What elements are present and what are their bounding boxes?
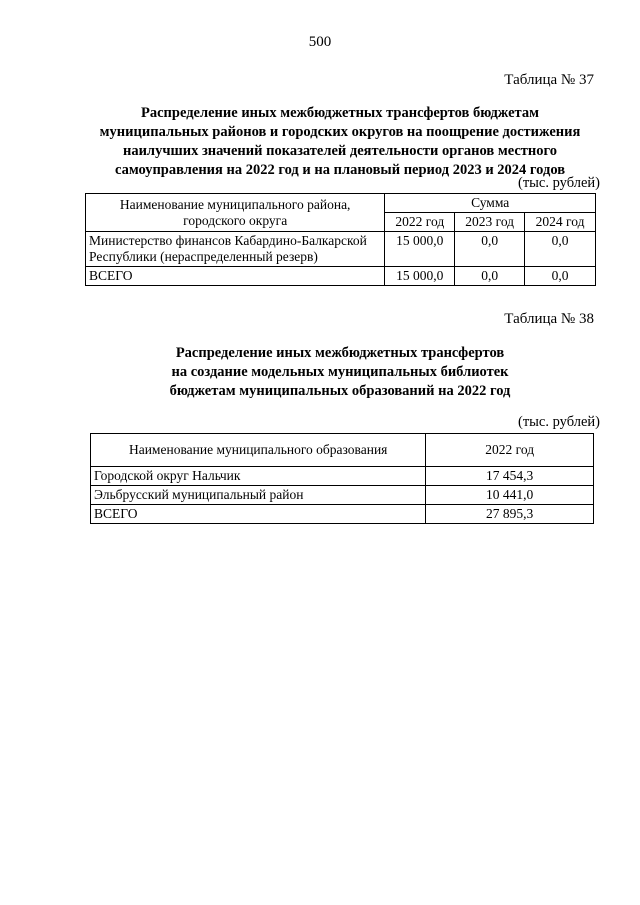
- table-37-label: Таблица № 37: [504, 72, 594, 88]
- table-37-sum-header: Сумма: [385, 194, 596, 213]
- table-38-value: 10 441,0: [426, 486, 594, 505]
- table-37-year-header: 2022 год: [385, 213, 455, 232]
- table-37-heading: [70, 104, 610, 180]
- table-37-unit: (тыс. рублей): [518, 175, 600, 191]
- table-38-row-name: Эльбрусский муниципальный район: [91, 486, 426, 505]
- table-row: [86, 267, 596, 286]
- table-37-value: 0,0: [455, 232, 525, 267]
- table-37-name-header: Наименование муниципального района, городского округа: [86, 194, 385, 232]
- table-row: [91, 505, 594, 524]
- table-37-value: 0,0: [455, 267, 525, 286]
- table-37-heading-line: самоуправления на 2022 год и на плановый период 2023 и 2024 годов: [114, 162, 566, 178]
- table-37-value: 0,0: [525, 267, 596, 286]
- table-37-value: 0,0: [525, 232, 596, 267]
- table-38: [90, 433, 594, 524]
- table-37-heading-line: муниципальных районов и городских округов на поощрение достижения: [99, 124, 581, 140]
- table-38-heading-line: на создание модельных муниципальных библиотек: [171, 364, 509, 380]
- table-37-value: 15 000,0: [385, 267, 455, 286]
- table-38-year-header: 2022 год: [426, 434, 594, 467]
- table-37-row-name: Министерство финансов Кабардино-Балкарской Республики (нераспределенный резерв): [86, 232, 385, 267]
- table-38-row-name: Городской округ Нальчик: [91, 467, 426, 486]
- table-38-heading: [70, 344, 610, 401]
- table-row: [86, 232, 596, 267]
- table-37: [85, 193, 596, 286]
- table-38-value: 17 454,3: [426, 467, 594, 486]
- table-37-value: 15 000,0: [385, 232, 455, 267]
- table-38-name-header: Наименование муниципального образования: [91, 434, 426, 467]
- table-38-unit: (тыс. рублей): [518, 414, 600, 430]
- table-38-label: Таблица № 38: [504, 311, 594, 327]
- table-row: [91, 467, 594, 486]
- table-37-heading-line: наилучших значений показателей деятельности органов местного: [122, 143, 558, 159]
- table-37-row-name: ВСЕГО: [86, 267, 385, 286]
- table-37-year-header: 2023 год: [455, 213, 525, 232]
- table-38-heading-line: Распределение иных межбюджетных трансфертов: [175, 345, 505, 361]
- table-38-heading-line: бюджетам муниципальных образований на 2022 год: [169, 383, 511, 399]
- table-38-row-name: ВСЕГО: [91, 505, 426, 524]
- table-37-year-header: 2024 год: [525, 213, 596, 232]
- table-38-value: 27 895,3: [426, 505, 594, 524]
- table-37-heading-line: Распределение иных межбюджетных трансфертов бюджетам: [141, 105, 539, 121]
- page-number: 500: [308, 34, 332, 50]
- table-row: [91, 486, 594, 505]
